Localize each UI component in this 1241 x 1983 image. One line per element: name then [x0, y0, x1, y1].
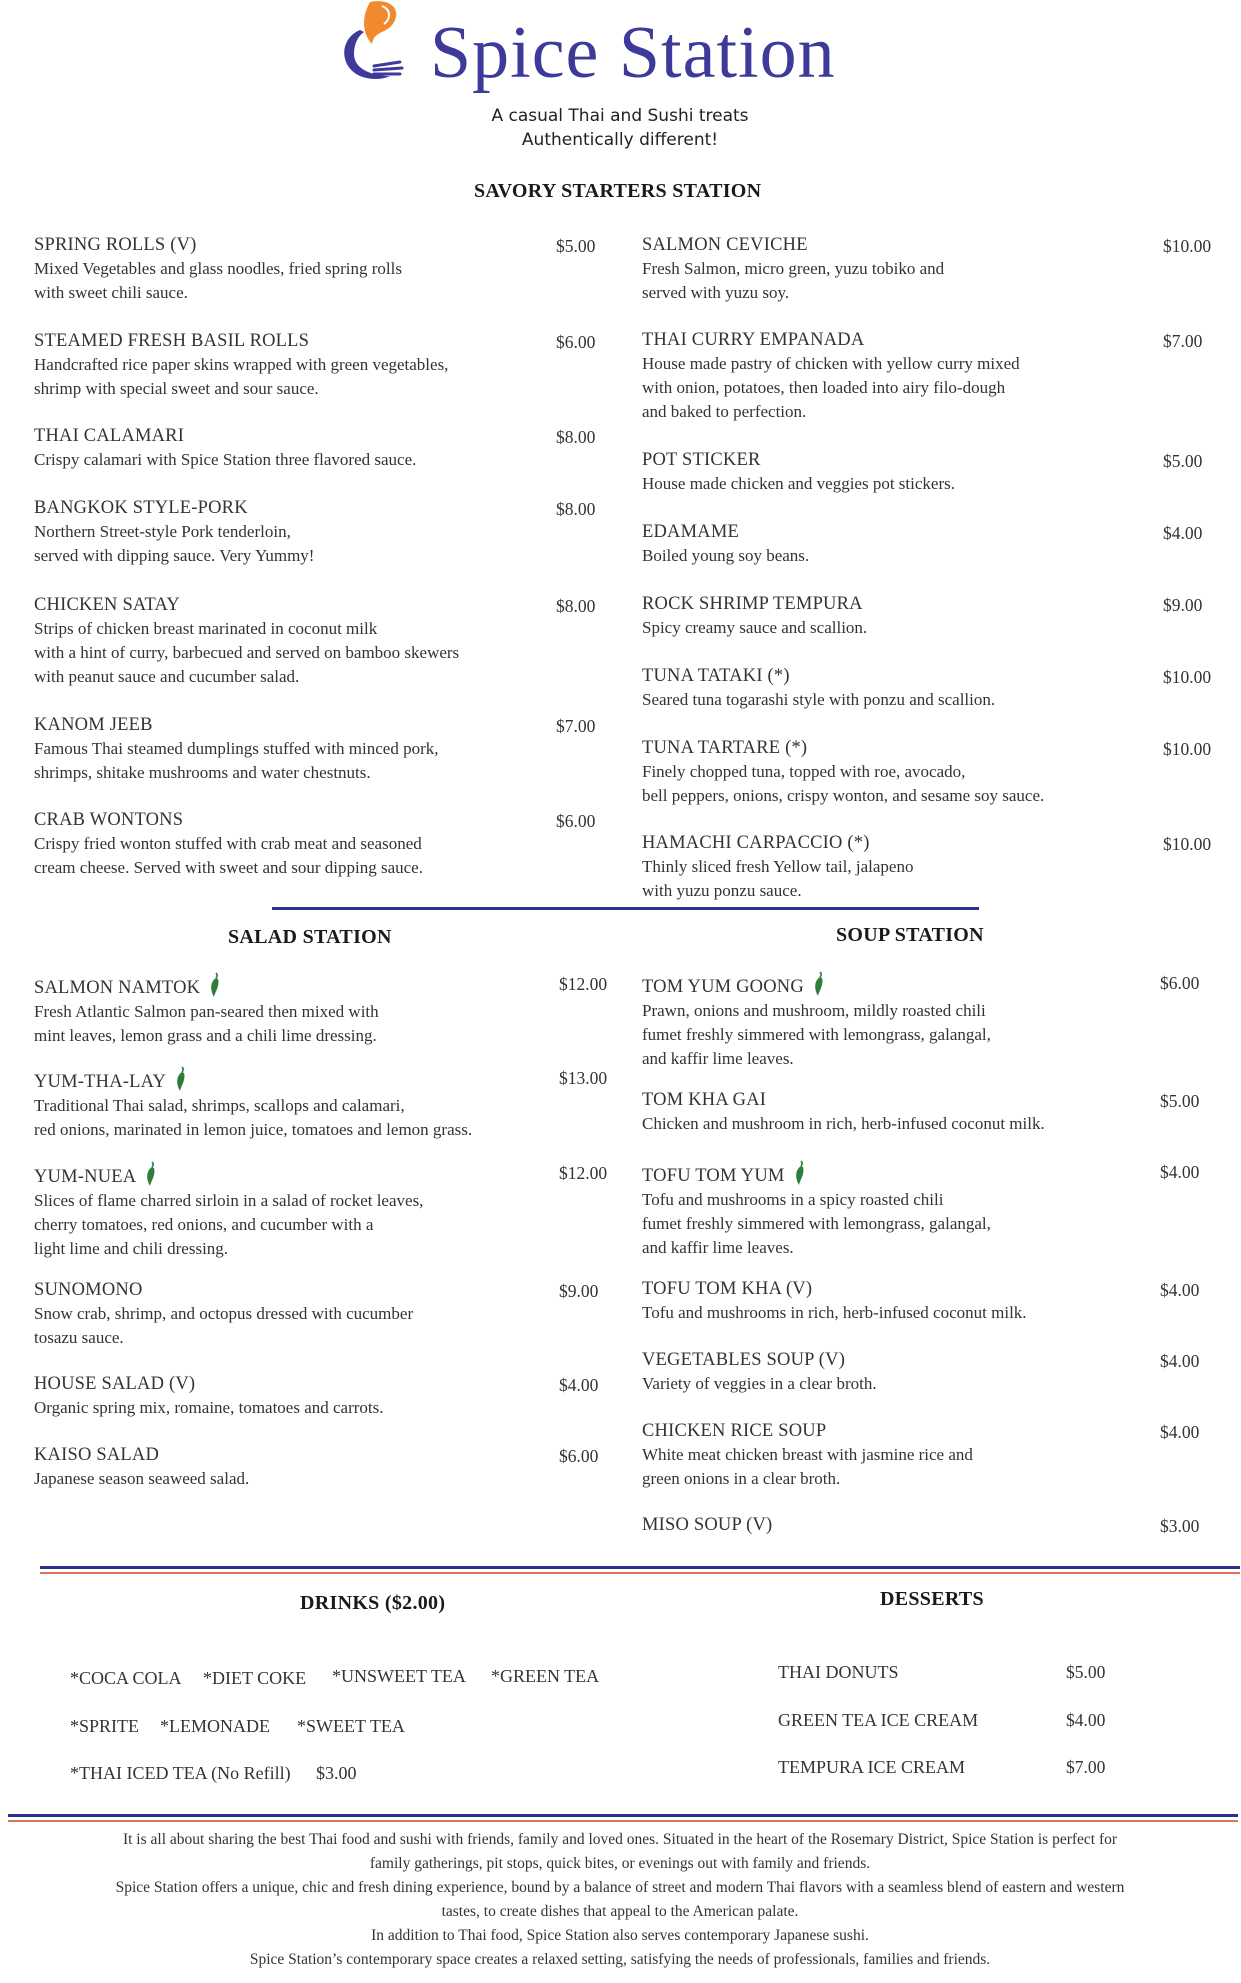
menu-item	[34, 1066, 594, 1142]
item-price: $6.00	[556, 811, 596, 831]
item-description: Slices of flame charred sirloin in a salad of rocket leaves,	[34, 1191, 424, 1210]
menu-item	[34, 809, 594, 880]
item-name: KANOM JEEB	[34, 715, 153, 735]
item-name: THAI CURRY EMPANADA	[642, 330, 865, 350]
item-description: with sweet chili sauce.	[34, 283, 188, 302]
item-description: Boiled young soy beans.	[642, 546, 810, 565]
item-price: $8.00	[556, 596, 596, 616]
chili-pepper-icon	[174, 1066, 188, 1092]
drink-item: *LEMONADE	[160, 1716, 270, 1736]
item-description: cherry tomatoes, red onions, and cucumber with a	[34, 1215, 374, 1234]
drink-thai-iced-tea: *THAI ICED TEA (No Refill)	[70, 1763, 291, 1783]
item-price: $7.00	[1163, 331, 1203, 351]
section-title-soup: SOUP STATION	[836, 924, 984, 946]
item-description: Famous Thai steamed dumplings stuffed with minced pork,	[34, 739, 439, 758]
item-name: TUNA TATAKI (*)	[642, 666, 790, 686]
menu-item	[642, 665, 1202, 712]
item-price: $10.00	[1163, 236, 1212, 256]
item-description: Chicken and mushroom in rich, herb-infused coconut milk.	[642, 1114, 1045, 1133]
item-price: $10.00	[1163, 667, 1212, 687]
item-description: with yuzu ponzu sauce.	[642, 881, 802, 900]
item-price: $6.00	[559, 1446, 599, 1466]
item-name: BANGKOK STYLE-PORK	[34, 498, 248, 518]
menu-item	[34, 972, 594, 1048]
item-description: with onion, potatoes, then loaded into airy filo-dough	[642, 378, 1006, 397]
drink-item: *COCA COLA	[70, 1668, 182, 1688]
item-name: SALMON NAMTOK	[34, 972, 594, 1000]
item-price: $13.00	[559, 1068, 608, 1088]
footer-line: In addition to Thai food, Spice Station also serves contemporary Japanese sushi.	[371, 1927, 869, 1944]
section-divider	[272, 907, 979, 910]
item-price: $6.00	[1160, 973, 1200, 993]
item-description: fumet freshly simmered with lemongrass, galangal,	[642, 1214, 991, 1233]
menu-item	[34, 234, 594, 305]
item-description: Organic spring mix, romaine, tomatoes and carrots.	[34, 1398, 384, 1417]
item-name: HAMACHI CARPACCIO (*)	[642, 833, 870, 853]
item-name: TOFU TOM KHA (V)	[642, 1279, 813, 1299]
item-description: fumet freshly simmered with lemongrass, galangal,	[642, 1025, 991, 1044]
menu-item	[34, 497, 594, 568]
item-description: Traditional Thai salad, shrimps, scallops and calamari,	[34, 1096, 405, 1115]
dessert-price: $4.00	[1066, 1710, 1106, 1730]
item-price: $10.00	[1163, 834, 1212, 854]
item-price: $7.00	[556, 716, 596, 736]
footer-divider-orange	[8, 1820, 1238, 1822]
item-description: shrimp with special sweet and sour sauce.	[34, 379, 319, 398]
menu-item	[642, 737, 1202, 808]
drink-item: *SWEET TEA	[297, 1716, 405, 1736]
item-description: Tofu and mushrooms in a spicy roasted chili	[642, 1190, 944, 1209]
footer-line: tastes, to create dishes that appeal to the American palate.	[441, 1903, 799, 1920]
item-description: tosazu sauce.	[34, 1328, 124, 1347]
dessert-name: GREEN TEA ICE CREAM	[778, 1710, 979, 1730]
item-name: EDAMAME	[642, 522, 739, 542]
item-description: cream cheese. Served with sweet and sour dipping sauce.	[34, 858, 423, 877]
drinks-divider-blue	[40, 1566, 1240, 1569]
drinks-divider-orange	[40, 1572, 1240, 1574]
drink-item: *GREEN TEA	[491, 1666, 600, 1686]
item-price: $4.00	[559, 1375, 599, 1395]
item-description: Fresh Atlantic Salmon pan-seared then mixed with	[34, 1002, 379, 1021]
item-description: Handcrafted rice paper skins wrapped with green vegetables,	[34, 355, 449, 374]
tagline: A casual Thai and Sushi treats Authentically different!	[491, 106, 749, 150]
item-description: House made chicken and veggies pot stickers.	[642, 474, 955, 493]
item-description: served with yuzu soy.	[642, 283, 790, 302]
item-price: $4.00	[1160, 1162, 1200, 1182]
item-description: Prawn, onions and mushroom, mildly roasted chili	[642, 1001, 986, 1020]
item-description: Snow crab, shrimp, and octopus dressed with cucumber	[34, 1304, 414, 1323]
item-description: Mixed Vegetables and glass noodles, fried spring rolls	[34, 259, 402, 278]
item-description: bell peppers, onions, crispy wonton, and sesame soy sauce.	[642, 786, 1045, 805]
menu-item	[642, 1160, 1202, 1260]
item-description: mint leaves, lemon grass and a chili lime dressing.	[34, 1026, 377, 1045]
dessert-name: THAI DONUTS	[778, 1662, 899, 1682]
item-name: KAISO SALAD	[34, 1445, 160, 1465]
item-price: $5.00	[1160, 1091, 1200, 1111]
item-price: $9.00	[1163, 595, 1203, 615]
item-price: $4.00	[1160, 1422, 1200, 1442]
menu-item	[642, 1420, 1202, 1491]
menu-item	[642, 329, 1202, 424]
item-price: $6.00	[556, 332, 596, 352]
menu-item	[642, 521, 1202, 568]
chili-pepper-icon	[812, 971, 826, 997]
footer-about	[40, 1828, 1200, 1972]
item-price: $5.00	[556, 236, 596, 256]
section-title-salad: SALAD STATION	[228, 926, 392, 948]
section-title-drinks: DRINKS ($2.00)	[300, 1592, 446, 1614]
item-name: HOUSE SALAD (V)	[34, 1374, 196, 1394]
item-description: Crispy calamari with Spice Station three flavored sauce.	[34, 450, 417, 469]
item-description: shrimps, shitake mushrooms and water chestnuts.	[34, 763, 371, 782]
item-price: $5.00	[1163, 451, 1203, 471]
item-name: CRAB WONTONS	[34, 810, 184, 830]
footer-line: family gatherings, pit stops, quick bites, or evenings out with family and friends.	[369, 1855, 871, 1872]
item-name: TUNA TARTARE (*)	[642, 738, 808, 758]
item-name: STEAMED FRESH BASIL ROLLS	[34, 331, 310, 351]
item-description: Thinly sliced fresh Yellow tail, jalapeno	[642, 857, 914, 876]
item-name: MISO SOUP (V)	[642, 1515, 773, 1535]
item-description: Finely chopped tuna, topped with roe, avocado,	[642, 762, 966, 781]
item-description: White meat chicken breast with jasmine rice and	[642, 1445, 973, 1464]
dessert-price: $5.00	[1066, 1662, 1106, 1682]
dessert-name: TEMPURA ICE CREAM	[778, 1757, 966, 1777]
menu-item	[642, 832, 1202, 903]
item-name: CHICKEN RICE SOUP	[642, 1421, 827, 1441]
item-name: TOFU TOM YUM	[642, 1160, 1202, 1188]
item-name: SALMON CEVICHE	[642, 235, 808, 255]
footer-line: It is all about sharing the best Thai food and sushi with friends, family and loved ones. Situated in the heart of the Rosemary District, Spice Station is perfect for	[122, 1831, 1118, 1848]
drink-item: *UNSWEET TEA	[332, 1666, 466, 1686]
item-description: Variety of veggies in a clear broth.	[642, 1374, 877, 1393]
footer-line: Spice Station’s contemporary space creates a relaxed setting, satisfying the needs of professionals, families and friends.	[249, 1951, 991, 1968]
item-name: SPRING ROLLS (V)	[34, 235, 197, 255]
item-price: $12.00	[559, 1163, 608, 1183]
item-description: light lime and chili dressing.	[34, 1239, 229, 1258]
chili-pepper-icon	[793, 1160, 807, 1186]
item-name: THAI CALAMARI	[34, 426, 185, 446]
item-description: and kaffir lime leaves.	[642, 1049, 794, 1068]
logo-icon	[330, 0, 410, 95]
chili-pepper-icon	[208, 972, 222, 998]
item-price: $4.00	[1160, 1280, 1200, 1300]
menu-item	[34, 330, 594, 401]
item-name: TOM YUM GOONG	[642, 971, 1202, 999]
section-title-desserts: DESSERTS	[880, 1588, 984, 1610]
menu-item	[34, 1161, 594, 1261]
menu-item	[34, 594, 594, 689]
item-name: CHICKEN SATAY	[34, 595, 180, 615]
footer-line: Spice Station offers a unique, chic and fresh dining experience, bound by a balance of street and modern Thai flavors with a seamless blend of eastern and western	[115, 1879, 1125, 1896]
item-description: Strips of chicken breast marinated in coconut milk	[34, 619, 378, 638]
item-description: Northern Street-style Pork tenderloin,	[34, 522, 291, 541]
item-price: $12.00	[559, 974, 608, 994]
drink-item: *DIET COKE	[203, 1668, 307, 1688]
item-name: YUM-NUEA	[34, 1161, 594, 1189]
menu-item	[34, 1279, 594, 1350]
menu-item	[642, 234, 1202, 305]
menu-item	[34, 714, 594, 785]
item-price: $3.00	[1160, 1516, 1200, 1536]
item-description: with a hint of curry, barbecued and served on bamboo skewers	[34, 643, 460, 662]
item-description: Japanese season seaweed salad.	[34, 1469, 250, 1488]
item-description: Spicy creamy sauce and scallion.	[642, 618, 868, 637]
drink-item: *SPRITE	[70, 1716, 140, 1736]
item-price: $10.00	[1163, 739, 1212, 759]
menu-item	[34, 1444, 594, 1491]
item-description: with peanut sauce and cucumber salad.	[34, 667, 300, 686]
item-name: ROCK SHRIMP TEMPURA	[642, 594, 863, 614]
item-description: House made pastry of chicken with yellow curry mixed	[642, 354, 1020, 373]
item-description: red onions, marinated in lemon juice, tomatoes and lemon grass.	[34, 1120, 473, 1139]
menu-item	[642, 1278, 1202, 1325]
chili-pepper-icon	[144, 1161, 158, 1187]
item-price: $4.00	[1160, 1351, 1200, 1371]
item-name: POT STICKER	[642, 450, 761, 470]
menu-item	[642, 1349, 1202, 1396]
menu-item	[642, 1514, 1202, 1537]
item-name: TOM KHA GAI	[642, 1090, 767, 1110]
item-name: SUNOMONO	[34, 1280, 143, 1300]
item-description: Crispy fried wonton stuffed with crab meat and seasoned	[34, 834, 422, 853]
menu-item	[34, 1373, 594, 1420]
item-price: $8.00	[556, 499, 596, 519]
restaurant-name: Spice Station	[430, 12, 836, 94]
item-description: and kaffir lime leaves.	[642, 1238, 794, 1257]
menu-item	[642, 1089, 1202, 1136]
item-description: Fresh Salmon, micro green, yuzu tobiko and	[642, 259, 945, 278]
item-description: Seared tuna togarashi style with ponzu and scallion.	[642, 690, 996, 709]
section-title-starters: SAVORY STARTERS STATION	[474, 180, 762, 202]
item-description: Tofu and mushrooms in rich, herb-infused coconut milk.	[642, 1303, 1027, 1322]
item-price: $4.00	[1163, 523, 1203, 543]
item-price: $8.00	[556, 427, 596, 447]
menu-item	[642, 971, 1202, 1071]
item-description: green onions in a clear broth.	[642, 1469, 841, 1488]
menu-item	[642, 449, 1202, 496]
menu-item	[642, 593, 1202, 640]
item-price: $9.00	[559, 1281, 599, 1301]
item-name: YUM-THA-LAY	[34, 1066, 594, 1094]
drink-thai-iced-tea-price: $3.00	[316, 1763, 357, 1783]
item-description: and baked to perfection.	[642, 402, 807, 421]
item-name: VEGETABLES SOUP (V)	[642, 1350, 846, 1370]
item-description: served with dipping sauce. Very Yummy!	[34, 546, 315, 565]
dessert-price: $7.00	[1066, 1757, 1106, 1777]
menu-item	[34, 425, 594, 472]
footer-divider-blue	[8, 1814, 1238, 1817]
